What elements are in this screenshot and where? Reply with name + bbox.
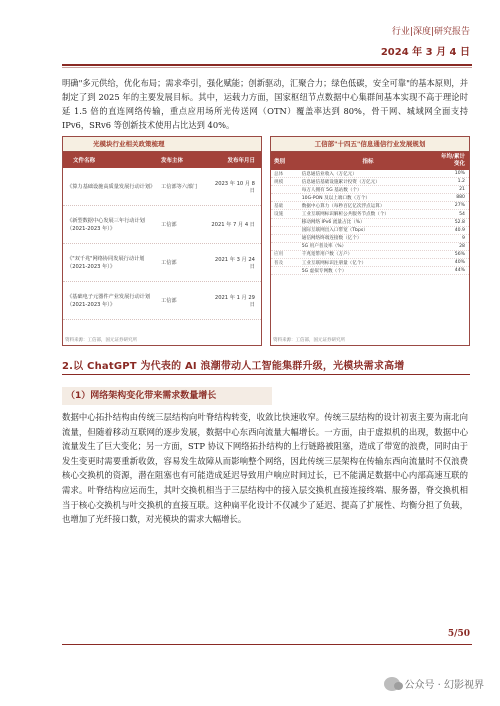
plan-table-row [271,210,469,218]
plan-table-row [271,243,469,251]
plan-table-row [271,170,469,178]
plan-table-source: 资料来源：工信部，国元证券研究所 [273,338,345,343]
plan-table-row [271,186,469,194]
footer-divider [62,644,472,645]
plan-indicator: 信息通信业收入（万亿元） [301,171,357,177]
policy-date: 2021 年 7 月 4 日 [211,222,255,228]
report-date: 2024 年 3 月 4 日 [380,47,470,58]
header-divider-thin [62,67,472,68]
plan-table-row [271,219,469,227]
policy-doc-name: 《算力基础设施高质量发展行动计划》 [67,183,156,190]
plan-change: 54 [459,211,465,217]
plan-indicator: 数据中心算力（每秒百亿亿次浮点运算） [301,203,385,209]
plan-table-row [271,235,469,243]
plan-change: 40% [454,260,465,266]
policy-table-body [63,168,261,320]
policy-table-title: 光模块行业相关政策梳理 [63,137,261,152]
plan-change: 21 [459,187,465,193]
section-divider [62,374,470,375]
plan-indicator: 千兆宽带用户数（万户） [301,252,353,258]
col-indicator: 指标 [362,159,374,165]
plan-table-row [271,267,469,275]
policy-date: 2023 年 10 月 8 日 [214,180,255,194]
wechat-watermark [384,676,484,691]
policy-doc-name: 《基础电子元器件产业发展行动计划（2021-2023 年）》 [67,293,151,308]
plan-category: 设施 [274,212,284,218]
col-issuer: 发布主体 [161,158,184,164]
wechat-icon [384,677,400,691]
plan-change: 27% [454,203,465,209]
policy-table-row [63,282,261,320]
watermark-text: 公众号 · 幻影视界 [404,680,484,691]
tables-row [62,136,470,346]
policy-issuer: 工信部 [161,298,177,304]
subsection-heading: （1）网络架构变化带来需求数量增长 [62,387,272,405]
policy-table-header [63,152,261,168]
col-date: 发布年月日 [227,158,255,164]
plan-indicator: 每万人拥有 5G 基站数（个） [301,187,362,193]
policy-doc-name: 《"双千兆"网络协同发展行动计划（2021-2023 年）》 [67,255,145,270]
plan-table-row [271,227,469,235]
plan-table-row [271,194,469,202]
policy-table [62,136,262,346]
policy-table-row [63,206,261,244]
col-change: 年均/累计变化 [440,154,465,167]
plan-change: 52.8 [454,219,465,225]
plan-table-row [271,251,469,259]
plan-change: 44% [454,268,465,274]
policy-table-source: 资料来源：工信部，国元证券研究所 [65,338,137,343]
report-header [381,24,470,58]
policy-issuer: 工信部 [161,222,177,228]
plan-indicator: 通信网络终端连接数（亿个） [301,236,362,242]
plan-indicator: 工业互联网标识注册量（亿个） [301,260,367,266]
plan-indicator: 国际互联网出入口带宽（Tbps） [301,228,368,234]
col-category: 类别 [274,159,286,165]
report-category: 行业|深度|研究报告 [391,27,470,37]
policy-table-row [63,168,261,206]
plan-category: 普及 [274,260,284,266]
plan-change: 880 [456,195,465,201]
policy-doc-name: 《新型数据中心发展三年行动计划（2021-2023 年）》 [67,217,145,232]
plan-category: 应用 [274,252,284,258]
policy-table-row [63,244,261,282]
plan-change: 10% [454,171,465,177]
plan-table-header [271,152,469,170]
page-number: 5/50 [447,629,470,639]
plan-change: 40.9 [454,227,465,233]
plan-indicator: 10G-PON 及以上端口数（万个） [301,195,371,201]
plan-category: 总体 [274,171,284,177]
col-doc-name: 文件名称 [73,158,96,164]
plan-table [270,136,470,346]
plan-change: 9 [462,235,465,241]
plan-indicator: 5G 虚拟专网数（个） [301,268,347,274]
plan-category: 基础 [274,203,284,209]
plan-change: 1.2 [457,179,465,185]
plan-table-row [271,178,469,186]
plan-indicator: 信息通信基础设施累计投资（万亿元） [301,179,380,185]
plan-indicator: 5G 用户普及率（%） [301,244,347,250]
plan-table-row [271,202,469,210]
policy-date: 2021 年 1 月 29 日 [214,294,255,308]
plan-table-row [271,259,469,267]
policy-issuer: 工信部等六部门 [161,184,198,190]
plan-category: 规模 [274,179,284,185]
policy-date: 2021 年 3 月 24 日 [214,256,255,270]
plan-change: 28 [459,243,465,249]
policy-issuer: 工信部 [161,260,177,266]
plan-table-body [271,170,469,275]
plan-change: 56% [454,251,465,257]
intro-paragraph: 明确"多元供给，优化布局；需求牵引，强化赋能；创新驱动，汇聚合力；绿色低碳，安全可靠"的基本原则，并制定了到 2025 年的主要发展目标。其中，运载力方面，国家枢纽节点数据中心集群间基本实现不高于理论时延 1.5 倍的直连网络传输，重点应用场所光传送网（OTN）覆盖率达到 80%，骨干网、城域网全面支持 IPv6，SRv6 等创新技术使用占比达到 40%。 [62,78,468,130]
section-heading: 2.以 ChatGPT 为代表的 AI 浪潮带动人工智能集群升级，光模块需求高增 [62,361,405,372]
body-paragraph: 数据中心拓扑结构由传统三层结构向叶脊结构转变，收敛比快速收窄。传统三层结构的设计初衷主要为南北向流量，但随着移动互联网的逐步发展，数据中心东西向流量大幅增长。一方面，由于虚拟机的出现，数据中心流量发生了巨大变化；另一方面，STP 协议下网络拓扑结构的上行链路被阻塞，造成了带宽的浪费，同时由于发生变更时需要重新收敛，容易发生故障从而影响整个网络，因此传统三层架构在传输东西向流量时不仅浪费核心交换机的资源，潜在阻塞也有可能造成延迟导致用户响应时间过长，已不能满足数据中心内部高速互联的需求。叶脊结构应运而生，其叶交换机相当于三层结构中的接入层交换机直接连接终端、服务器，脊交换机相当于核心交换机与叶交换机的直接互联。这种扁平化设计不仅减少了延迟、提高了扩展性、均衡分担了负载，也增加了光纤接口数，对光模块的需求大幅增长。 [62,412,468,525]
plan-indicator: 工业互联网标识解析公共服务节点数（个） [301,212,390,218]
plan-table-title: 工信部"十四五"信息通信行业发展规划 [271,137,469,152]
header-divider [62,64,472,66]
plan-indicator: 移动网络 IPv6 流量占比（%） [301,220,365,226]
